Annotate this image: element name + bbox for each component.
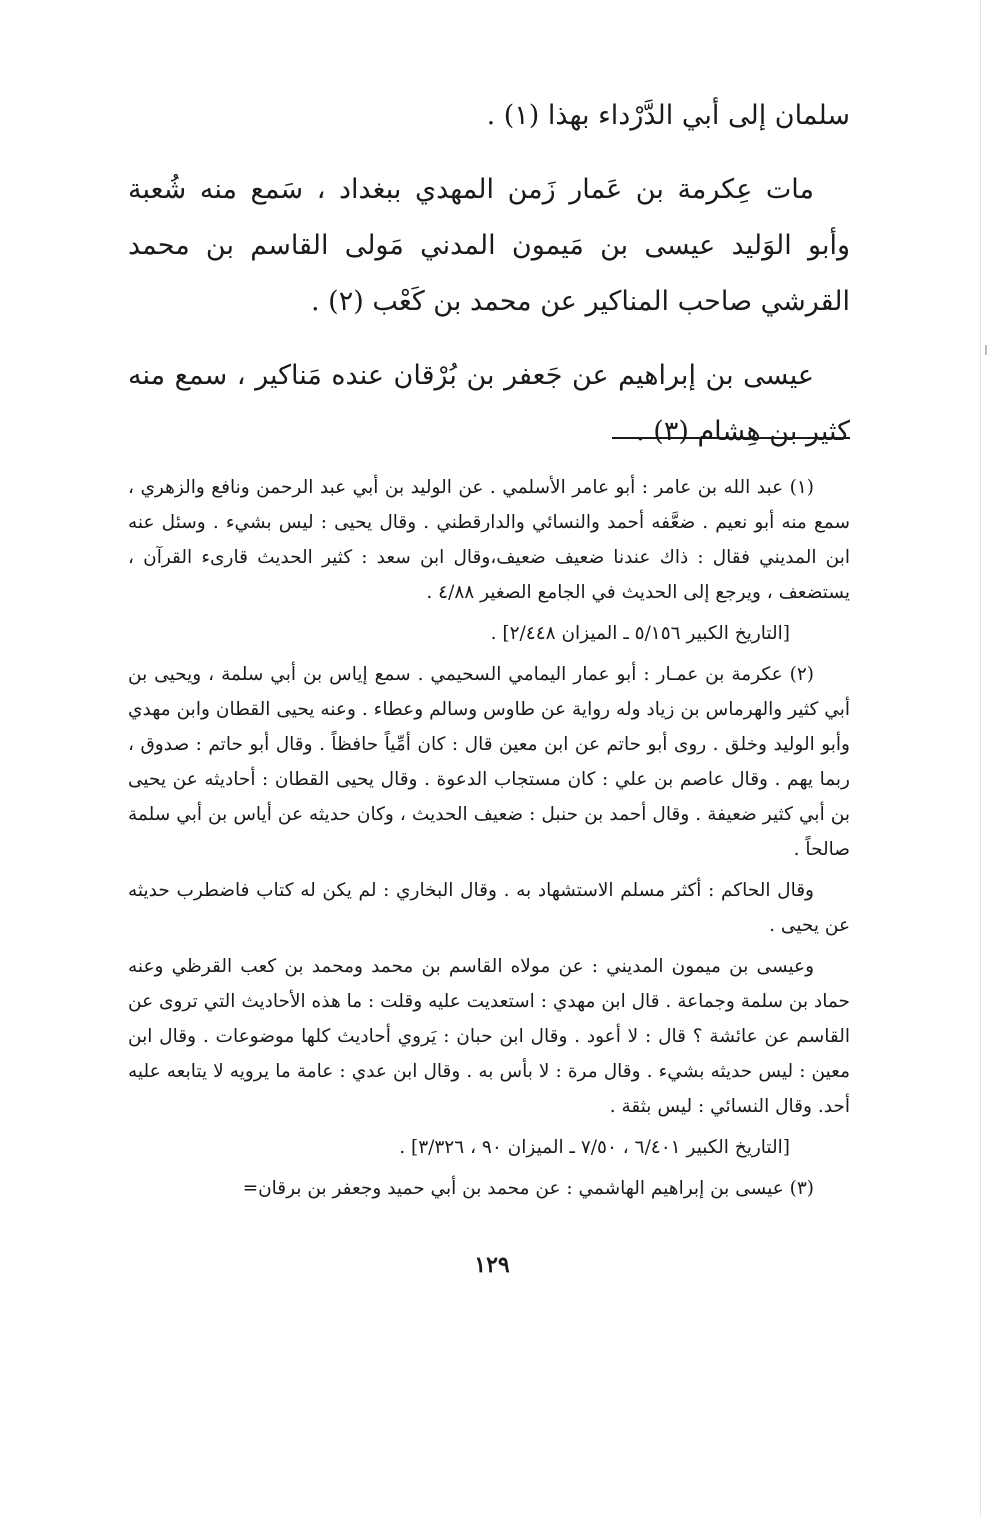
footnote-3: (٣) عيسى بن إبراهيم الهاشمي : عن محمد بن أبي حميد وجعفر بن برقان= xyxy=(242,1178,814,1199)
footnotes xyxy=(128,470,850,1212)
footnote-2-second-entry: وعيسى بن ميمون المديني : عن مولاه القاسم بن محمد ومحمد بن كعب القرظي وعنه حماد بن سلمة وجماعة . قال ابن مهدي : استعديت عليه وقلت : ما هذه الأحاديث التي تروى عن القاسم عن عائشة ؟ قال : لا أعود . وقال ابن حبان : يَروي أحاديث كلها موضوعات . وقال ابن معين : ليس حديثه بشيء . وقال مرة : لا بأس به . وقال ابن عدي : عامة ما يرويه لا يتابعه عليه أحد. وقال النسائي : ليس بثقة . xyxy=(128,956,850,1117)
main-text xyxy=(128,88,850,478)
footnote-2: (٢) عكرمة بن عمـار : أبو عمار اليمامي السحيمي . سمع إياس بن أبي سلمة ، ويحيى بن أبي كثير والهرماس بن زياد وله رواية عن طاوس وسالم وعطاء . وعنه يحيى القطان وابن مهدي وأبو الوليد وخلق . روى أبو حاتم عن ابن معين قال : كان أمِّياً حافظاً . وقال أبو حاتم : صدوق ، ربما يهم . وقال عاصم بن علي : كان مستجاب الدعوة . وقال يحيى القطان : أحاديثه عن يحيى بن أبي كثير ضعيفة . وقال أحمد بن حنبل : ضعيف الحديث ، وكان حديثه عن أياس بن أبي سلمة صالحاً . xyxy=(128,664,850,860)
footnote-2-reference: [التاريخ الكبير ٦/٤٠١ ، ٧/٥٠ ـ الميزان ٩٠ ، ٣/٣٢٦] . xyxy=(399,1137,790,1158)
scan-mark xyxy=(985,345,987,355)
main-paragraph-2: مات عِكرمة بن عَمار زَمن المهدي ببغداد ، سَمع منه شُعبة وأبو الوَليد عيسى بن مَيمون المدني مَولى القاسم بن محمد القرشي صاحب المناكير عن محمد بن كَعْب (٢) . xyxy=(128,174,850,317)
footnote-1-reference: [التاريخ الكبير ٥/١٥٦ ـ الميزان ٢/٤٤٨] . xyxy=(490,623,790,644)
main-paragraph-1: سلمان إلى أبي الدَّرْداء بهذا (١) . xyxy=(486,100,850,131)
page-number: ١٢٩ xyxy=(474,1252,510,1278)
footnote-2-continuation: وقال الحاكم : أكثر مسلم الاستشهاد به . وقال البخاري : لم يكن له كتاب فاضطرب حديثه عن يحيى . xyxy=(128,880,850,936)
footnote-separator xyxy=(612,437,850,439)
scan-edge-line xyxy=(980,0,981,1517)
footnote-1: (١) عبد الله بن عامر : أبو عامر الأسلمي . عن الوليد بن أبي عبد الرحمن ونافع والزهري ، سمع منه أبو نعيم . ضعَّفه أحمد والنسائي والدارقطني . وقال يحيى : ليس بشيء . وسئل عنه ابن المديني فقال : ذاك عندنا ضعيف ضعيف،وقال ابن سعد : كثير الحديث قارىء القرآن ، يستضعف ، ويرجع إلى الحديث في الجامع الصغير ٤/٨٨ . xyxy=(128,477,850,603)
main-paragraph-3: عيسى بن إبراهيم عن جَعفر بن بُرْقان عنده مَناكير ، سمع منه كثير بن هِشام (٣) . xyxy=(128,360,850,447)
